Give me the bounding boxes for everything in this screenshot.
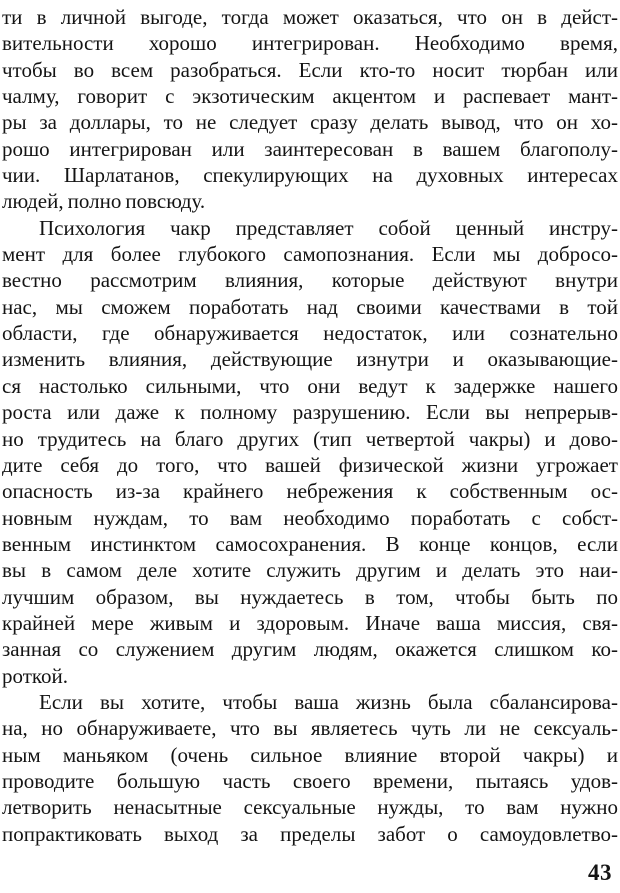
text-line: попрактиковать выход за пределы забот о самоудовлетво- bbox=[2, 821, 618, 846]
text-line: на, но обнаруживаете, что вы являетесь чуть ли не сексуаль- bbox=[2, 716, 618, 741]
text-line: Если вы хотите, чтобы ваша жизнь была сбалансирова- bbox=[39, 689, 618, 714]
text-line: нас, мы сможем поработать над своими качествами в той bbox=[2, 294, 618, 319]
text-line: но трудитесь на благо других (тип четвертой чакры) и дово- bbox=[2, 426, 618, 451]
text-line: рошо интегрирован или заинтересован в вашем благополу- bbox=[2, 136, 618, 161]
text-line: новным нуждам, то вам необходимо поработать с собст- bbox=[2, 505, 618, 530]
text-line: проводите большую часть своего времени, пытаясь удов- bbox=[2, 768, 618, 793]
text-line: чии. Шарлатанов, спекулирующих на духовных интересах bbox=[2, 163, 618, 188]
text-line: ся настолько сильными, что они ведут к задержке нашего bbox=[2, 373, 618, 398]
text-line: вестно рассмотрим влияния, которые действуют внутри bbox=[2, 268, 618, 293]
body-text bbox=[2, 4, 618, 847]
text-line: людей, полно повсюду. bbox=[2, 189, 206, 214]
text-line: изменить влияния, действующие изнутри и оказывающие- bbox=[2, 347, 618, 372]
text-line: занная со служением другим людям, окажется слишком ко- bbox=[2, 637, 618, 662]
text-line: вительности хорошо интегрирован. Необходимо время, bbox=[2, 31, 618, 56]
text-line: мент для более глубокого самопознания. Если мы добросо- bbox=[2, 242, 618, 267]
text-line: чтобы во всем разобраться. Если кто-то носит тюрбан или bbox=[2, 57, 618, 82]
text-line: летворить ненасытные сексуальные нужды, то вам нужно bbox=[2, 795, 618, 820]
text-line: дите себя до того, что вашей физической жизни угрожает bbox=[2, 452, 618, 477]
text-line: вы в самом деле хотите служить другим и делать это наи- bbox=[2, 558, 618, 583]
page-number: 43 bbox=[588, 860, 612, 885]
text-line: крайней мере живым и здоровым. Иначе ваша миссия, свя- bbox=[2, 610, 618, 635]
text-line: лучшим образом, вы нуждаетесь в том, чтобы быть по bbox=[2, 584, 618, 609]
text-line: чалму, говорит с экзотическим акцентом и распевает мант- bbox=[2, 84, 618, 109]
text-line: опасность из-за крайнего небрежения к собственным ос- bbox=[2, 479, 618, 504]
text-line: роткой. bbox=[2, 663, 69, 688]
text-line: Психология чакр представляет собой ценный инстру- bbox=[39, 215, 618, 240]
text-line: венным инстинктом самосохранения. В конце концов, если bbox=[2, 531, 618, 556]
text-line: ти в личной выгоде, тогда может оказаться, что он в дейст- bbox=[2, 5, 618, 29]
text-line: ным маньяком (очень сильное влияние второй чакры) и bbox=[2, 742, 618, 767]
text-line: роста или даже к полному разрушению. Если вы непрерыв- bbox=[2, 400, 618, 425]
text-line: области, где обнаруживается недостаток, или сознательно bbox=[2, 321, 618, 346]
text-line: ры за доллары, то не следует сразу делать вывод, что он хо- bbox=[2, 110, 618, 135]
